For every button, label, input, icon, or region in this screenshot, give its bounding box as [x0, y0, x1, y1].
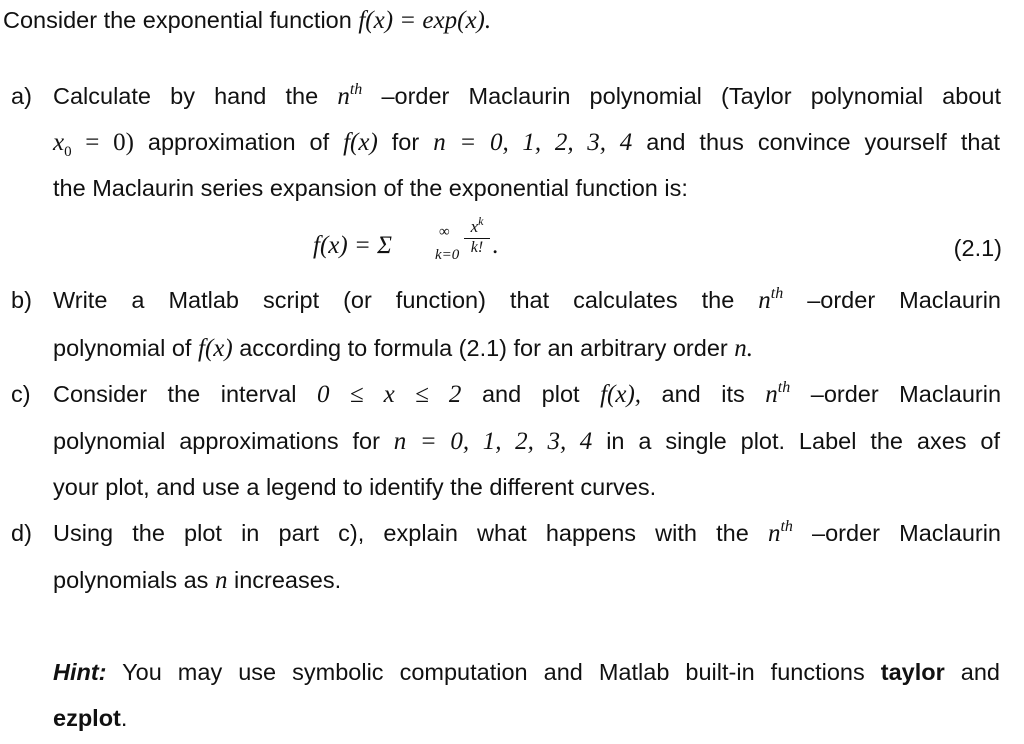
th-superscript: th: [770, 285, 784, 302]
part-b-text: Write a Matlab script (or function) that calculates the: [53, 287, 735, 313]
part-c-line-2: [53, 427, 1000, 456]
intro-text: Consider the exponential function: [3, 7, 352, 33]
numerator-sup: k: [478, 214, 484, 228]
x-symbol: x: [53, 129, 65, 156]
n-symbol: n: [758, 287, 771, 314]
x0-math: [53, 129, 134, 160]
hint-function-ezplot: ezplot: [53, 705, 121, 731]
nth-math: [758, 287, 783, 313]
th-superscript: th: [777, 379, 791, 396]
th-superscript: th: [780, 518, 793, 535]
part-b-polynomial-text: polynomial of: [53, 335, 192, 361]
part-d-order-text: –order Maclaurin: [812, 520, 1001, 546]
nth-math: [765, 381, 790, 407]
hint-label: Hint:: [53, 659, 107, 685]
hint-line-2: [53, 704, 127, 732]
equation-number: (2.1): [953, 235, 1002, 261]
n-values-math: n = 0, 1, 2, 3, 4: [393, 428, 593, 455]
intro-function: f(x) = exp(x).: [358, 7, 492, 34]
sum-lower-limit: k=0: [435, 247, 460, 263]
part-b-line-2: [53, 334, 753, 363]
hint-period: .: [120, 705, 128, 731]
part-c-legend-text: your plot, and use a legend to identify the different curves.: [53, 474, 657, 500]
fraction-numerator: [464, 214, 490, 237]
part-c-and-its-text: and its: [661, 381, 745, 407]
nth-math: [768, 520, 793, 546]
part-d-text: Using the plot in part c), explain what happens with the: [53, 520, 749, 546]
hint-and: and: [960, 659, 1001, 685]
part-c-order-text: –order Maclaurin: [810, 381, 1002, 407]
n-symbol: n: [337, 83, 350, 110]
intro-line: [3, 6, 491, 35]
part-d-line-2: [53, 566, 341, 595]
numerator-x: x: [470, 217, 479, 236]
part-a-order-text: –order Maclaurin polynomial (Taylor polynomial about: [381, 83, 1001, 109]
part-d-polynomials-text: polynomials as: [53, 567, 209, 593]
hint-text: You may use symbolic computation and Matlab built-in functions: [122, 659, 865, 685]
n-symbol-end: n.: [734, 335, 754, 362]
part-c-line-1: [11, 380, 1001, 412]
nth-math: [337, 83, 362, 109]
part-a-for-text: for: [391, 129, 420, 155]
part-b-order-text: –order Maclaurin: [807, 287, 1002, 313]
fx-math: f(x): [343, 129, 378, 156]
interval-math: 0 ≤ x ≤ 2: [317, 381, 462, 408]
part-c-label: c): [11, 381, 31, 407]
equation-lhs: [313, 232, 392, 260]
part-a-label: a): [11, 83, 32, 109]
n-symbol: n: [767, 520, 781, 547]
equation-lhs-text: f(x) = Σ: [313, 232, 392, 259]
hint-function-taylor: taylor: [880, 659, 945, 685]
x-subscript: 0: [64, 144, 72, 160]
part-c-text: Consider the interval: [53, 381, 297, 407]
part-a-line-2: [53, 128, 1000, 160]
fx-math: f(x): [198, 335, 233, 362]
fraction: [464, 214, 490, 257]
part-a-line-1: [11, 82, 1001, 114]
hint-line-1: [53, 658, 1000, 686]
part-a-approx-text: approximation of: [147, 129, 330, 155]
part-a-series-text: the Maclaurin series expansion of the exponential function is:: [53, 175, 688, 201]
part-a-rest-text: and thus convince yourself that: [646, 129, 1001, 155]
part-c-single-plot-text: in a single plot. Label the axes of: [606, 428, 1000, 454]
n-symbol: n: [765, 381, 778, 408]
part-a-line-3: [53, 174, 688, 202]
n-values-math: n = 0, 1, 2, 3, 4: [433, 129, 633, 156]
n-symbol: n: [214, 567, 228, 594]
part-c-line-3: [53, 473, 656, 501]
part-d-increases-text: increases.: [234, 567, 342, 593]
part-b-line-1: [11, 286, 1001, 318]
th-superscript: th: [349, 81, 363, 98]
part-d-line-1: [11, 519, 1001, 551]
part-c-approx-text: polynomial approximations for: [53, 428, 380, 454]
part-c-plot-text: and plot: [481, 381, 580, 407]
fraction-denominator: k!: [470, 239, 484, 257]
sum-upper-limit: ∞: [439, 224, 450, 240]
part-b-label: b): [11, 287, 32, 313]
equation-period: .: [492, 232, 499, 259]
fx-math: f(x),: [600, 381, 642, 408]
part-d-label: d): [11, 520, 32, 546]
x0-equals: = 0): [71, 129, 134, 156]
part-a-text: Calculate by hand the: [53, 83, 319, 109]
part-b-formula-text: according to formula (2.1) for an arbitrary order: [239, 335, 728, 361]
